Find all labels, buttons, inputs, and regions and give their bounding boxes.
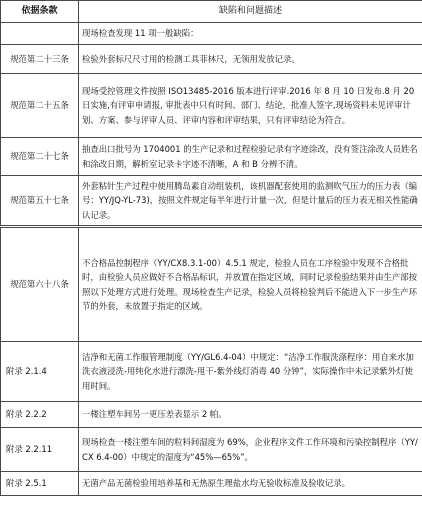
row-description: 检验外套标尺尺寸用的检测工具菲林尺，无领用发放记录。 (79, 45, 422, 74)
table-row (1, 428, 422, 472)
table-row (1, 342, 422, 402)
table-row (1, 176, 422, 226)
table-header-row (1, 1, 422, 23)
row-clause: 附录 2.5.1 (1, 472, 79, 496)
row-clause: 附录 2.2.11 (1, 428, 79, 472)
row-description: 一楼注塑车间另一更压差表显示 2 帕。 (79, 402, 422, 428)
row-clause: 附录 2.1.4 (1, 342, 79, 402)
header-clause: 依据条款 (1, 1, 79, 23)
table-row (1, 23, 422, 45)
table-row (1, 138, 422, 176)
table-row (1, 402, 422, 428)
defects-table-bottom (0, 227, 422, 496)
row-description: 抽查出口批号为 1704001 的生产记录和过程检验记录有字迹涂改，没有签注涂改人员姓名和涂改日期，解析室记录卡字迹不清晰，A 和 B 分辨不清。 (79, 138, 422, 176)
row-description: 现场受控管理文件按照 ISO13485-2016 版本进行评审.2016 年 8 月 10 日发布.8 月 20 日实施,有评审申请报, 审批表中只有时间、部门、结论，批准人签字,现场资料未见评审计划、方案、参与评审人员、评审内容和评审结果，只有评审结论为符合。 (79, 74, 422, 138)
defects-table-top (0, 0, 422, 226)
table-row (1, 472, 422, 496)
header-description: 缺陷和问题描述 (79, 1, 422, 23)
table-row (1, 45, 422, 74)
row-description: 不合格品控制程序（YY/CX8.3.1-00）4.5.1 规定，检验人员在工序检验中发现不合格批时，由检验人员应做好不合格品标识，并放置在指定区域，同时记录检验结果并由生产部按照以下处理方式进行处理。现场检查生产记录，检验人员将检验判后不能进入下一步生产环节的外套，未放置于指定的区域。 (79, 228, 422, 342)
row-description: 洁净和无菌工作服管理制度（YY/GL6.4-04）中规定：“洁净工作服洗涤程序：用自来水加洗衣液浸洗-用纯化水进行漂洗-甩干-紫外线灯消毒 40 分钟”，实际操作中未记录紫外灯使用时间。 (79, 342, 422, 402)
table-row (1, 74, 422, 138)
row-clause: 规范第二十七条 (1, 138, 79, 176)
row-description: 无菌产品无菌检验用培养基和无热原生理盐水均无验收标准及验收记录。 (79, 472, 422, 496)
row-clause: 规范第五十七条 (1, 176, 79, 226)
row-description: 现场检查一楼注塑车间的粒料间湿度为 69%，企业程序文件工作环境和污染控制程序（YY/CX 6.4-00）中规定的湿度为“45%—65%”。 (79, 428, 422, 472)
row-description: 现场检查发现 11 项一般缺陷： (79, 23, 422, 45)
row-description: 外套粘针生产过程中使用腾岛素自动组装机，该机器配套使用的监测吹气压力的压力表（编号：YY/JQ-YL-73)，按照文件规定每半年进行计量一次，但是计量后的压力表无相关性能确认记录。 (79, 176, 422, 226)
row-clause: 规范第二十三条 (1, 45, 79, 74)
table-row (1, 228, 422, 342)
row-clause: 规范第六十八条 (1, 228, 79, 342)
row-clause (1, 23, 79, 45)
row-clause: 附录 2.2.2 (1, 402, 79, 428)
row-clause: 规范第二十五条 (1, 74, 79, 138)
